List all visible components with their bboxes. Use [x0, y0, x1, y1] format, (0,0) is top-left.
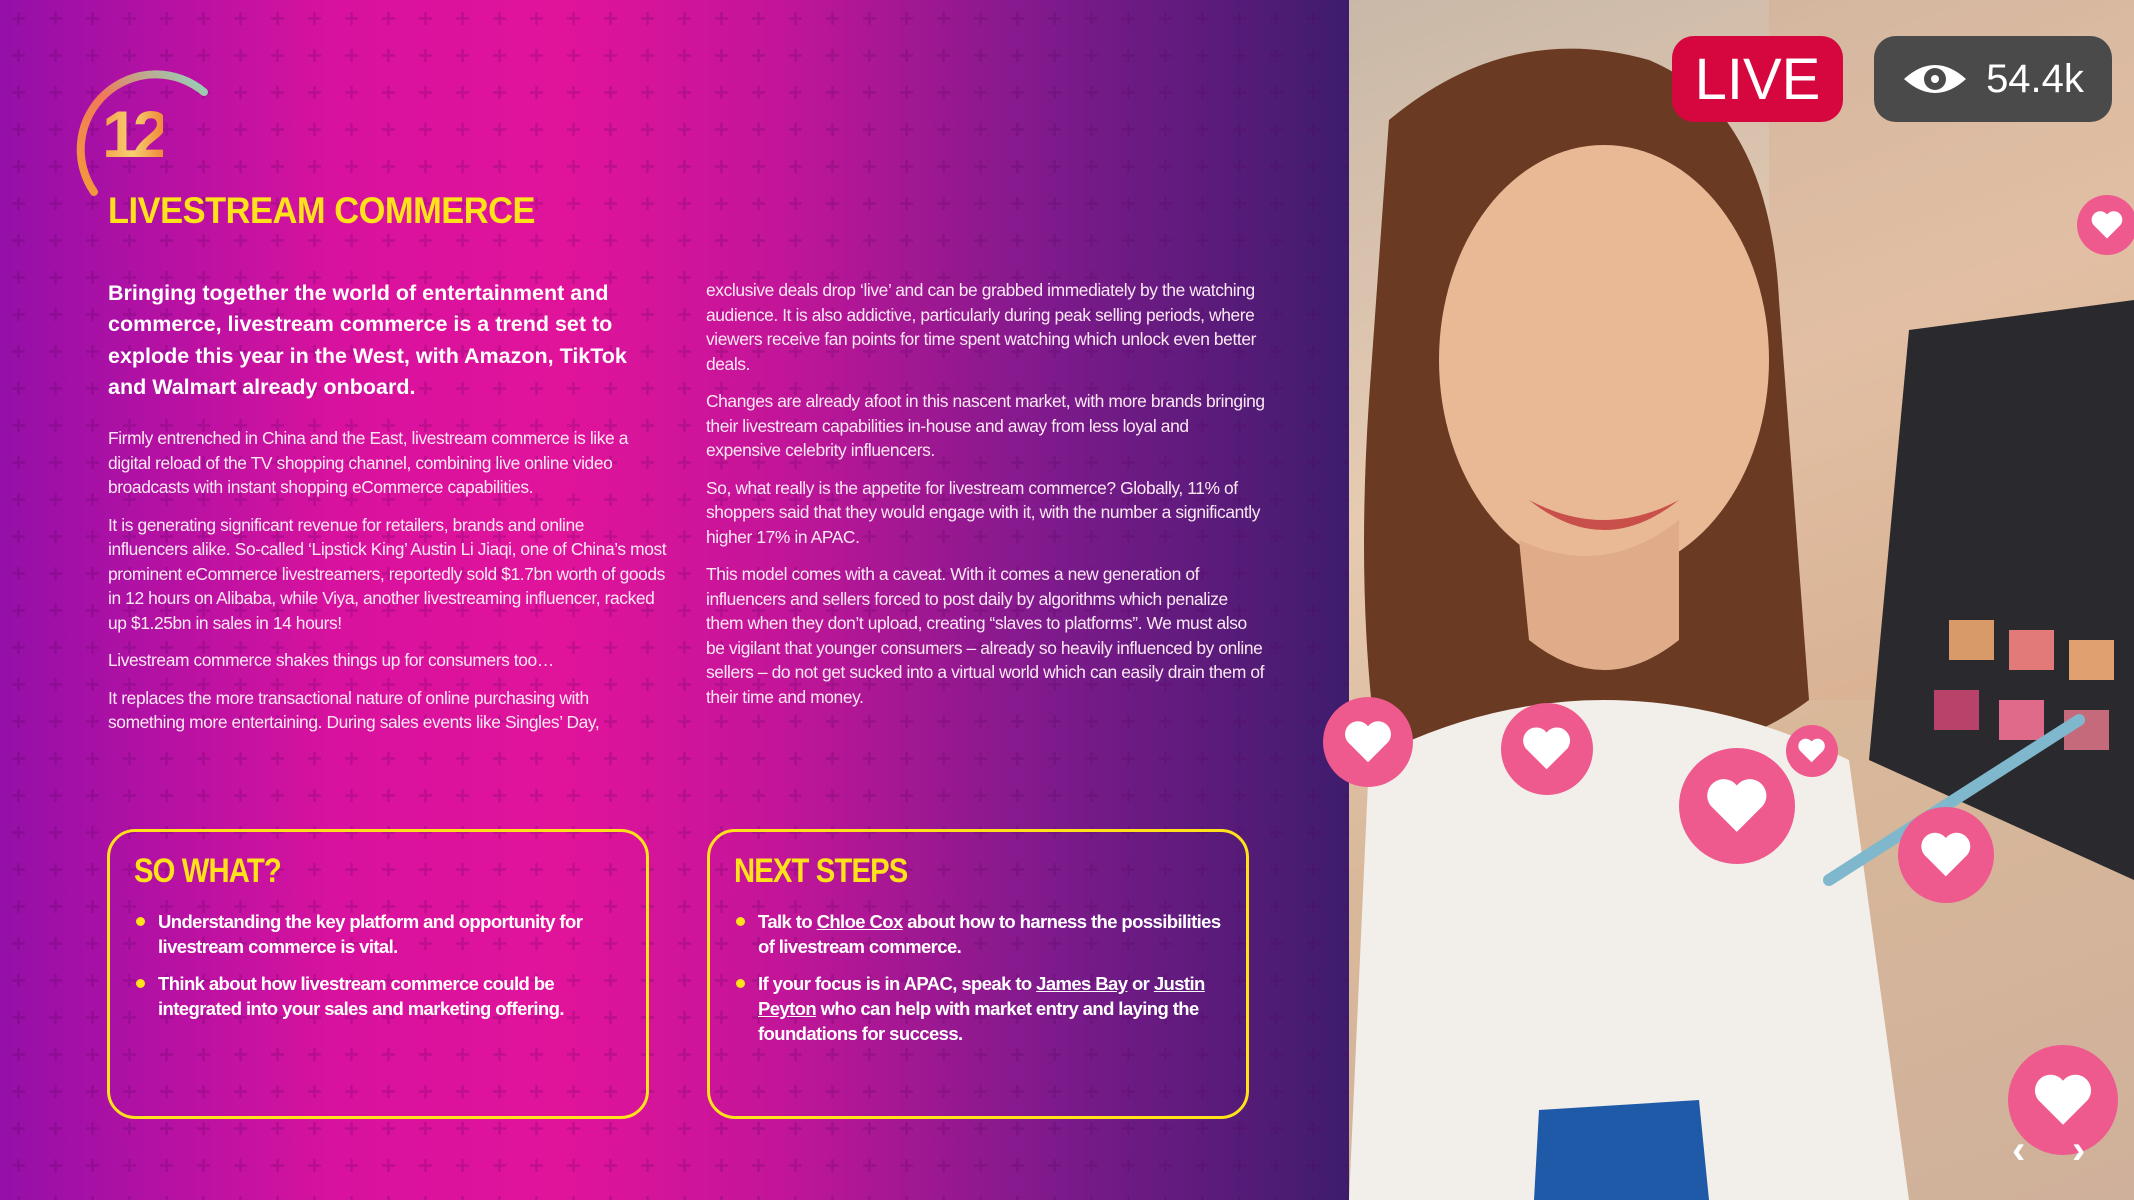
body-column-1: [108, 426, 668, 748]
so-what-box: [107, 829, 649, 1119]
text: Talk to: [758, 911, 817, 932]
eye-icon: [1902, 59, 1968, 99]
page-title: LIVESTREAM COMMERCE: [108, 190, 536, 231]
paragraph: Changes are already afoot in this nascent market, with more brands bringing their livestream capabilities in-house and away from less loyal and expensive celebrity influencers.: [706, 391, 1265, 460]
justin-peyton-link[interactable]: Justin Peyton: [758, 973, 1205, 1019]
viewer-count-badge: [1874, 36, 2112, 122]
text: who can help with market entry and laying the foundations for success.: [758, 998, 1199, 1044]
viewer-count: 54.4k: [1986, 56, 2084, 101]
heart-icon: [1898, 807, 1994, 903]
influencer-photo-illustration: [1349, 0, 2134, 1200]
bullet-item: [734, 909, 1222, 959]
paragraph: exclusive deals drop ‘live’ and can be grabbed immediately by the watching audience. It is also addictive, particularly during peak selling periods, where viewers receive fan points for time spent watching which unlock even better deals.: [706, 280, 1256, 374]
heart-icon: [1786, 725, 1838, 777]
paragraph: It replaces the more transactional nature of online purchasing with something more entertaining. During sales events like Singles’ Day,: [108, 687, 600, 732]
bullet-item: Understanding the key platform and opportunity for livestream commerce is vital.: [134, 909, 622, 959]
james-bay-link[interactable]: James Bay: [1036, 973, 1128, 994]
paragraph: This model comes with a caveat. With it comes a new generation of influencers and sellers forced to post daily by algorithms which penalize them when they don’t upload, creating “slaves to platforms”. We must also be vigilant that younger consumers – already so heavily influenced by online sellers – do not get sucked into a virtual world which can easily drain them of their time and money.: [706, 564, 1265, 707]
text: If your focus is in APAC, speak to: [758, 973, 1037, 994]
chloe-cox-link[interactable]: Chloe Cox: [816, 911, 903, 932]
bullet-item: [734, 971, 1222, 1046]
paragraph: Livestream commerce shakes things up for consumers too…: [108, 650, 554, 670]
live-label: LIVE: [1694, 46, 1821, 112]
so-what-title: SO WHAT?: [134, 852, 281, 890]
heart-icon: [2077, 195, 2134, 255]
heart-icon: [1679, 748, 1795, 864]
paragraph: So, what really is the appetite for livestream commerce? Globally, 11% of shoppers said that they would engage with it, with the number a significantly higher 17% in APAC.: [706, 477, 1261, 547]
heart-icon: [1323, 697, 1413, 787]
body-column-2: [706, 278, 1266, 722]
paragraph: Firmly entrenched in China and the East, livestream commerce is like a digital reload of the TV shopping channel, combining live online video broadcasts with instant shopping eCommerce capabilities.: [108, 428, 629, 497]
text: or: [1127, 973, 1154, 994]
chevron-right-icon[interactable]: ›: [2072, 1128, 2086, 1172]
livestream-photo: [1349, 0, 2134, 1200]
next-steps-box: [707, 829, 1249, 1119]
paragraph: It is generating significant revenue for retailers, brands and online influencers alike. So-called ‘Lipstick King’ Austin Li Jiaqi, one of China’s most prominent eCommerce livestreamers, reportedly sold $1.7bn worth of goods in 12 hours on Alibaba, while Viya, another livestreaming influencer, racked up $1.25bn in sales in 14 hours!: [108, 514, 667, 633]
bullet-item: Think about how livestream commerce could be integrated into your sales and marketing offering.: [134, 971, 622, 1021]
intro-text: Bringing together the world of entertainment and commerce, livestream commerce is a trend set to explode this year in the West, with Amazon, TikTok and Walmart already onboard.: [108, 281, 627, 399]
next-steps-title: NEXT STEPS: [734, 852, 908, 890]
live-badge: [1672, 36, 1843, 122]
page-number: 12: [102, 97, 164, 171]
chevron-left-icon[interactable]: ‹: [2012, 1128, 2026, 1172]
heart-icon: [1501, 703, 1593, 795]
text: about how to harness the possibilities of livestream commerce.: [758, 911, 1221, 957]
